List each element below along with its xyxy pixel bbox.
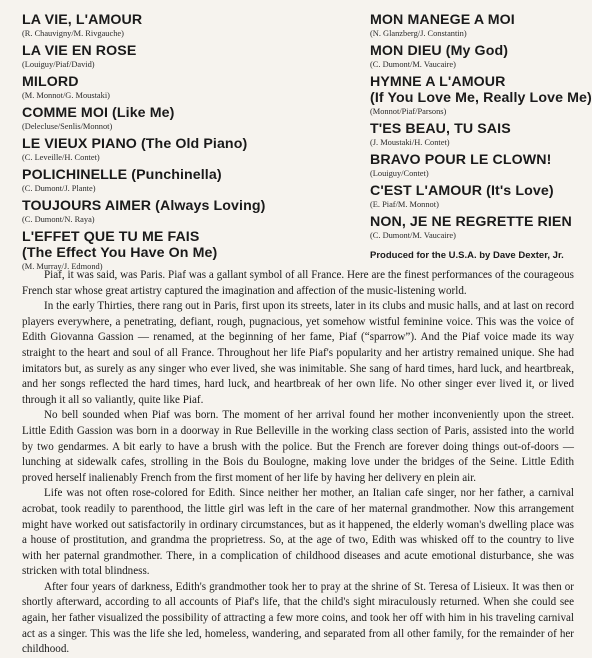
song-entry [370, 12, 580, 40]
song-title: LA VIE, L'AMOUR [22, 12, 143, 28]
song-list-left [22, 12, 352, 276]
notes-paragraph: No bell sounded when Piaf was born. The moment of her arrival found her mother inconveniently upon the street. Little Edith Gassion was born in a doorway in Rue Belleville in the working class section of Paris, assisted into the world by two gendarmes. A bit early to have a brush with the police. But the French are forever doing things out-of-doors — lunching at sidewalk cafes, strolling in the Bois du Boulogne, making love under the bridges of the Seine. Little Edith proved herself inalienably French from the first moment of her life by having her delivery en plein air. [22, 409, 574, 484]
song-entry [370, 214, 580, 242]
song-title: C'EST L'AMOUR (It's Love) [370, 183, 554, 199]
song-credits: (C. Dumont/M. Vaucaire) [370, 60, 456, 69]
song-title: MON DIEU (My God) [370, 43, 509, 59]
song-title: HYMNE A L'AMOUR [370, 74, 506, 90]
song-credits: (Delecluse/Senlis/Monnot) [22, 122, 113, 131]
song-entry [370, 183, 580, 211]
producer-credit: Produced for the U.S.A. by Dave Dexter, Jr. [370, 250, 564, 261]
notes-paragraph: Life was not often rose-colored for Edith. Since neither her mother, an Italian cafe singer, nor her father, a carnival acrobat, took readily to parenthood, the little girl was left in the care of her maternal grandmother. Now this arrangement might have worked out satisfactorily in ordinary circumstances, but as it happened, the elderly woman's dwelling place was a house of prostitution, and grandma the proprietress. So, at the age of two, Edith was whisked off to the country to live with her paternal grandmother. There, in a complication of childhood diseases and acute emotional disturbance, she was stricken with total blindness. [22, 487, 574, 578]
song-credits: (E. Piaf/M. Monnot) [370, 200, 439, 209]
song-title: LE VIEUX PIANO (The Old Piano) [22, 136, 248, 152]
song-entry [370, 74, 592, 118]
song-credits: (J. Moustaki/H. Contet) [370, 138, 450, 147]
notes-paragraph: Piaf, it was said, was Paris. Piaf was a gallant symbol of all France. Here are the finest performances of the courageous French star whose great artistry captured the imagination and affection of the music-listening world. [22, 269, 574, 297]
song-title: NON, JE NE REGRETTE RIEN [370, 214, 572, 230]
song-title: L'EFFET QUE TU ME FAIS [22, 229, 200, 245]
song-title: MILORD [22, 74, 79, 90]
song-title: BRAVO POUR LE CLOWN! [370, 152, 552, 168]
song-subtitle: (If You Love Me, Really Love Me) [370, 90, 592, 106]
song-list-right [370, 12, 592, 245]
song-credits: (Louiguy/Contet) [370, 169, 429, 178]
song-credits: (Monnot/Piaf/Parsons) [370, 107, 447, 116]
song-credits: (M. Monnot/G. Moustaki) [22, 91, 110, 100]
song-entry [22, 229, 352, 273]
song-entry [22, 43, 352, 71]
liner-notes [22, 268, 574, 658]
song-credits: (C. Dumont/N. Raya) [22, 215, 95, 224]
song-entry [370, 121, 580, 149]
song-entry [370, 43, 580, 71]
song-entry [22, 136, 352, 164]
song-credits: (C. Dumont/J. Plante) [22, 184, 96, 193]
song-entry [22, 74, 352, 102]
song-title: MON MANEGE A MOI [370, 12, 515, 28]
song-credits: (C. Dumont/M. Vaucaire) [370, 231, 456, 240]
song-credits: (C. Leveille/H. Contet) [22, 153, 100, 162]
song-entry [22, 167, 352, 195]
song-entry [22, 12, 352, 40]
song-title: TOUJOURS AIMER (Always Loving) [22, 198, 266, 214]
song-subtitle: (The Effect You Have On Me) [22, 245, 218, 261]
song-credits: (Louiguy/Piaf/David) [22, 60, 95, 69]
song-credits: (M. Murray/J. Edmond) [22, 262, 103, 271]
song-title: POLICHINELLE (Punchinella) [22, 167, 222, 183]
notes-paragraph: In the early Thirties, there rang out in Paris, first upon its streets, later in its clubs and music halls, and at last on record players everywhere, a penetrating, defiant, rough, pugnacious, yet somehow wistful feminine voice. This was the voice of Edith Giovanna Gassion — renamed, at the beginning of her fame, Piaf (“sparrow”). And the Piaf voice made its way straight to the heart and soul of all France. Throughout her life Piaf's popularity and her artistry remained unique. She had imitators but, as surely as any singer who ever lived, she was inimitable. She sang of hard times, hard luck, and heartbreak, and her songs reflected the hard times, hard luck, and heartbreak of her own life. No other singer ever lived it, or lived through it all so valiantly, quite like Piaf. [22, 300, 574, 406]
song-credits: (R. Chauvigny/M. Rivgauche) [22, 29, 124, 38]
notes-paragraph: After four years of darkness, Edith's grandmother took her to pray at the shrine of St. Teresa of Lisieux. It was then or shortly afterward, according to all accounts of Piaf's life, that the child's sight miraculously returned. When she could see again, her father visualized the possibility of attracting a few more coins, and took her off with him in his traveling carnival act as a singer. This was the life she led, homeless, wandering, and separated from all other family, for the remainder of her childhood. [22, 580, 574, 656]
song-credits: (N. Glanzberg/J. Constantin) [370, 29, 467, 38]
song-entry [370, 152, 580, 180]
song-entry [22, 198, 352, 226]
song-title: LA VIE EN ROSE [22, 43, 137, 59]
song-entry [22, 105, 352, 133]
song-title: T'ES BEAU, TU SAIS [370, 121, 511, 137]
song-title: COMME MOI (Like Me) [22, 105, 175, 121]
